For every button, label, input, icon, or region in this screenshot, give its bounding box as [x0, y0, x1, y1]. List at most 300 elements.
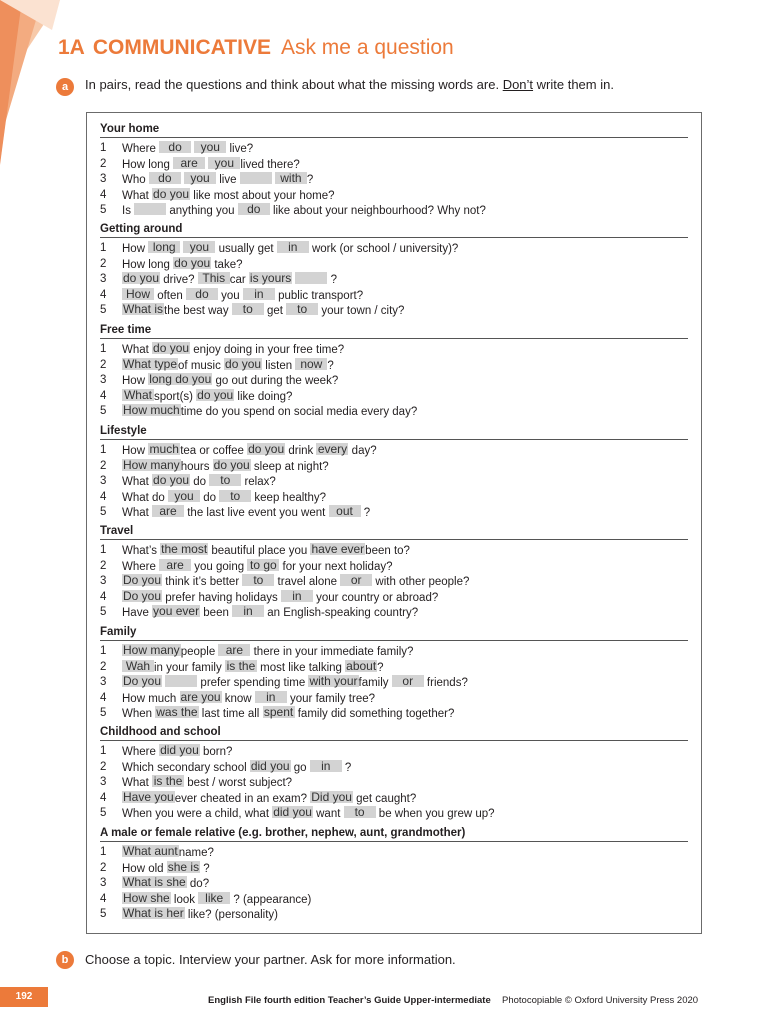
question-number: 2 — [100, 157, 107, 170]
question-number: 2 — [100, 559, 107, 572]
question-row — [100, 257, 688, 273]
section-heading: Family — [100, 625, 688, 641]
question-fragment: think it’s better — [162, 576, 243, 589]
section-heading: Travel — [100, 524, 688, 540]
answer-gap[interactable]: Wah — [122, 660, 154, 672]
question-fragment: do — [190, 476, 210, 489]
question-fragment: What — [122, 777, 153, 790]
question-row — [100, 845, 688, 861]
lesson-subtitle: Ask me a question — [280, 36, 454, 59]
question-fragment: usually get — [215, 243, 277, 255]
question-fragment: time do you spend on social media every day? — [180, 406, 418, 419]
question-row — [100, 605, 688, 621]
question-number: 1 — [100, 745, 107, 757]
question-fragment: Where — [122, 143, 160, 155]
question-fragment: prefer having holidays — [162, 591, 281, 604]
question-number: 3 — [100, 776, 107, 789]
question-number: 2 — [100, 257, 107, 270]
question-fragment: beautiful place you — [208, 545, 311, 557]
question-text — [122, 605, 418, 622]
answer-gap[interactable]: What — [123, 387, 152, 402]
answer-gap[interactable]: is the — [153, 774, 183, 789]
question-text — [122, 505, 370, 522]
question-fragment: like doing? — [234, 390, 293, 403]
sunburst-decoration — [0, 0, 60, 170]
question-fragment: When — [122, 708, 156, 721]
answer-gap[interactable]: do — [238, 203, 270, 215]
question-text — [122, 303, 404, 320]
answer-gap[interactable]: did you — [160, 743, 199, 757]
page-footer — [0, 987, 768, 1007]
answer-gap[interactable]: with — [275, 172, 307, 184]
question-row — [100, 892, 688, 908]
question-number: 2 — [100, 459, 107, 472]
question-row — [100, 459, 688, 475]
question-fragment: Which secondary school — [122, 761, 250, 774]
question-number: 5 — [100, 807, 107, 820]
question-text — [122, 241, 458, 258]
question-number: 1 — [100, 544, 107, 556]
question-number: 4 — [100, 791, 107, 804]
answer-gap[interactable]: do you — [213, 457, 250, 472]
question-fragment: do? — [186, 878, 210, 891]
question-fragment: What’s — [122, 545, 161, 557]
question-number: 2 — [100, 861, 107, 874]
question-number: 4 — [100, 288, 107, 301]
answer-gap[interactable]: you ever — [153, 604, 200, 619]
question-fragment: born? — [199, 746, 233, 758]
question-number: 3 — [100, 676, 107, 689]
question-fragment: Who — [122, 174, 149, 187]
answer-gap[interactable]: do you — [197, 387, 234, 402]
question-row — [100, 574, 688, 590]
question-fragment: name? — [178, 847, 214, 859]
question-number: 5 — [100, 204, 107, 217]
question-text — [122, 203, 486, 220]
answer-gap[interactable]: in — [255, 691, 287, 703]
question-number: 3 — [100, 877, 107, 890]
question-row — [100, 157, 688, 173]
answer-gap[interactable] — [295, 272, 327, 284]
question-row — [100, 288, 688, 304]
question-fragment: How — [122, 375, 149, 388]
answer-gap[interactable]: the most — [161, 542, 208, 556]
question-fragment: tea or coffee — [180, 445, 248, 457]
question-text — [122, 490, 326, 507]
question-fragment: family — [358, 677, 392, 690]
question-row — [100, 203, 688, 219]
answer-gap[interactable]: in — [277, 241, 309, 253]
question-fragment: there in your immediate family? — [250, 646, 414, 658]
question-fragment: Have — [122, 607, 153, 620]
answer-gap[interactable]: do you — [225, 356, 262, 371]
question-text — [122, 172, 313, 189]
question-fragment: like most about your home? — [190, 189, 335, 202]
question-fragment: listen — [262, 359, 296, 372]
copyright-notice: Photocopiable © Oxford University Press 2020 — [502, 995, 699, 1006]
question-fragment: been — [200, 607, 233, 620]
page-number: 192 — [0, 987, 48, 1007]
question-number: 3 — [100, 273, 107, 286]
question-fragment: be when you grew up? — [375, 808, 495, 821]
answer-gap[interactable]: every — [317, 442, 348, 456]
question-row — [100, 660, 688, 676]
question-text — [122, 474, 276, 491]
answer-gap[interactable]: you — [168, 490, 200, 502]
question-fragment: When you were a child, what — [122, 808, 273, 821]
question-row — [100, 241, 688, 257]
dont-underlined: Don’t — [502, 77, 534, 92]
answer-gap[interactable]: What aunt — [123, 844, 178, 858]
answer-gap[interactable]: are — [152, 505, 184, 517]
question-fragment: look — [170, 893, 199, 906]
question-number: 4 — [100, 892, 107, 905]
question-fragment: last time all — [198, 708, 263, 721]
question-row — [100, 172, 688, 188]
question-fragment: ? — [327, 274, 338, 287]
question-number: 2 — [100, 760, 107, 773]
answer-gap[interactable]: was the — [156, 705, 198, 720]
question-fragment: ? — [306, 174, 314, 187]
question-number: 4 — [100, 389, 107, 402]
question-fragment: day? — [348, 445, 377, 457]
question-text — [122, 907, 278, 924]
answer-gap[interactable]: about — [346, 658, 377, 673]
question-number: 1 — [100, 343, 107, 355]
question-fragment: keep healthy? — [251, 491, 327, 504]
question-fragment: in your family — [154, 661, 225, 674]
question-fragment: How old — [122, 862, 167, 875]
question-fragment: sleep at night? — [250, 460, 329, 473]
question-fragment: your family tree? — [286, 692, 376, 705]
answer-gap[interactable]: to — [232, 303, 264, 315]
question-fragment: hours — [180, 460, 213, 473]
answer-gap[interactable]: do you — [153, 473, 190, 488]
question-text — [122, 706, 454, 723]
question-row — [100, 474, 688, 490]
question-fragment: drive? — [160, 274, 198, 287]
answer-gap[interactable]: do you — [153, 341, 190, 355]
question-number: 1 — [100, 142, 107, 154]
question-fragment: often — [154, 289, 186, 302]
answer-gap[interactable]: do you — [248, 442, 285, 456]
answer-gap[interactable]: like — [198, 892, 230, 904]
question-number: 5 — [100, 908, 107, 921]
answer-gap[interactable]: now — [295, 358, 327, 370]
question-fragment: live? — [226, 143, 254, 155]
answer-gap[interactable]: are — [173, 157, 205, 169]
question-fragment: How much — [122, 692, 180, 705]
question-number: 4 — [100, 188, 107, 201]
question-fragment: for your next holiday? — [279, 560, 393, 573]
question-fragment: ? — [341, 761, 352, 774]
question-fragment: you — [217, 289, 243, 302]
question-fragment: ? — [377, 661, 384, 674]
answer-gap[interactable]: How — [122, 288, 154, 300]
answer-gap[interactable]: in — [310, 760, 342, 772]
question-row — [100, 806, 688, 822]
step-b-bullet: b — [56, 951, 74, 969]
question-fragment: live — [216, 174, 240, 187]
answer-gap[interactable]: do — [159, 141, 191, 153]
question-number: 1 — [100, 444, 107, 456]
section — [100, 725, 688, 822]
answer-gap[interactable]: What is — [123, 302, 164, 317]
question-fragment: sport(s) — [154, 390, 197, 403]
section — [100, 826, 688, 923]
answer-gap[interactable]: did you — [250, 758, 290, 773]
question-fragment: like? (personality) — [184, 909, 279, 922]
question-fragment: How — [122, 445, 149, 457]
question-fragment: car — [229, 274, 249, 287]
question-row — [100, 490, 688, 506]
question-fragment: the last live event you went — [184, 507, 329, 520]
question-row — [100, 706, 688, 722]
question-fragment: of music — [178, 359, 225, 372]
question-row — [100, 744, 688, 760]
answer-gap[interactable]: in — [281, 590, 313, 602]
question-fragment: What — [122, 189, 153, 202]
question-text — [122, 272, 337, 289]
answer-gap[interactable]: in — [232, 605, 264, 617]
question-row — [100, 876, 688, 892]
answer-gap[interactable]: to — [209, 474, 241, 486]
question-row — [100, 389, 688, 405]
answer-gap[interactable]: are you — [180, 689, 221, 704]
question-row — [100, 675, 688, 691]
question-row — [100, 644, 688, 660]
question-text — [122, 188, 335, 205]
section-heading: Lifestyle — [100, 424, 688, 440]
answer-gap[interactable]: are — [218, 644, 250, 656]
question-fragment: most like talking — [256, 661, 346, 674]
answer-gap[interactable]: do you — [123, 271, 160, 286]
answer-gap[interactable] — [134, 203, 166, 215]
question-row — [100, 303, 688, 319]
instruction-b: Choose a topic. Interview your partner. Ask for more information. — [85, 952, 456, 967]
answer-gap[interactable]: in — [243, 288, 275, 300]
answer-gap[interactable]: do you — [153, 186, 190, 201]
page-title — [58, 36, 454, 60]
answer-gap[interactable]: you — [208, 157, 240, 169]
answer-gap[interactable]: to — [286, 303, 318, 315]
answer-gap[interactable] — [240, 172, 272, 184]
question-number: 3 — [100, 173, 107, 186]
question-fragment: Is — [122, 205, 135, 218]
question-fragment: friends? — [423, 677, 468, 690]
answer-gap[interactable]: What is she — [123, 875, 186, 890]
book-title: English File fourth edition Teacher’s Guide Upper-intermediate — [208, 995, 491, 1006]
answer-gap[interactable]: is the — [226, 658, 256, 673]
question-fragment: with other people? — [372, 576, 470, 589]
question-row — [100, 505, 688, 521]
question-row — [100, 141, 688, 157]
answer-gap[interactable]: to — [242, 574, 274, 586]
question-fragment: prefer spending time — [197, 677, 309, 690]
answer-gap[interactable]: are — [159, 559, 191, 571]
question-row — [100, 404, 688, 420]
question-fragment: What do — [122, 491, 169, 504]
question-fragment: travel alone — [274, 576, 341, 589]
question-row — [100, 543, 688, 559]
question-text — [122, 157, 300, 174]
question-fragment: How long — [122, 258, 174, 271]
answer-gap[interactable]: long do you — [149, 372, 212, 387]
question-text — [122, 791, 416, 808]
instruction-a: In pairs, read the questions and think about what the missing words are. Don’t write them in. — [85, 77, 614, 92]
answer-gap[interactable]: you — [184, 172, 216, 184]
question-text — [122, 744, 232, 761]
answer-gap[interactable]: to — [219, 490, 251, 502]
answer-gap[interactable]: How she — [123, 890, 170, 905]
question-row — [100, 373, 688, 389]
question-row — [100, 358, 688, 374]
section — [100, 122, 688, 219]
answer-gap[interactable]: to — [344, 806, 376, 818]
answer-gap[interactable]: out — [329, 505, 361, 517]
question-fragment: like about your neighbourhood? Why not? — [269, 205, 486, 218]
question-number: 4 — [100, 490, 107, 503]
questions-box — [86, 112, 702, 934]
answer-gap[interactable]: How much — [123, 403, 180, 418]
answer-gap[interactable]: she is — [167, 859, 200, 874]
question-number: 3 — [100, 374, 107, 387]
question-fragment: best / worst subject? — [184, 777, 293, 790]
answer-gap[interactable]: Do you — [123, 573, 162, 588]
section-heading: Childhood and school — [100, 725, 688, 741]
question-fragment: ever cheated in an exam? — [174, 792, 311, 805]
answer-gap[interactable]: do you — [174, 255, 211, 270]
section-heading: Your home — [100, 122, 688, 138]
question-row — [100, 791, 688, 807]
answer-gap[interactable]: Do you — [123, 588, 162, 603]
answer-gap[interactable]: did you — [273, 805, 312, 820]
section — [100, 424, 688, 521]
question-fragment: get — [263, 305, 287, 318]
question-number: 2 — [100, 358, 107, 371]
answer-gap[interactable]: you — [194, 141, 226, 153]
answer-gap[interactable]: or — [392, 675, 424, 687]
answer-gap[interactable]: Did you — [311, 789, 352, 804]
question-number: 4 — [100, 590, 107, 603]
question-row — [100, 907, 688, 923]
section-heading: Free time — [100, 323, 688, 339]
answer-gap[interactable]: to go — [247, 559, 279, 571]
question-fragment: work (or school / university)? — [308, 243, 459, 255]
question-number: 5 — [100, 707, 107, 720]
question-row — [100, 775, 688, 791]
question-row — [100, 861, 688, 877]
answer-gap[interactable]: do — [186, 288, 218, 300]
answer-gap[interactable]: Have you — [123, 789, 174, 804]
answer-gap[interactable]: with your — [309, 674, 358, 689]
question-fragment: enjoy doing in your free time? — [190, 344, 345, 356]
question-fragment: What — [122, 476, 153, 489]
section — [100, 222, 688, 319]
question-number: 5 — [100, 405, 107, 418]
question-fragment: public transport? — [274, 289, 364, 302]
question-fragment: want — [312, 808, 344, 821]
question-number: 5 — [100, 304, 107, 317]
question-fragment: go — [290, 761, 310, 774]
question-fragment: drink — [285, 445, 317, 457]
section — [100, 323, 688, 420]
question-row — [100, 272, 688, 288]
question-text — [122, 675, 468, 692]
question-fragment: ? (appearance) — [230, 893, 312, 906]
lesson-code: 1A — [58, 36, 85, 59]
question-fragment: people — [180, 646, 219, 658]
answer-gap[interactable]: This — [198, 272, 230, 284]
question-fragment: your country or abroad? — [312, 591, 439, 604]
answer-gap[interactable]: What type — [123, 356, 178, 371]
section-heading: A male or female relative (e.g. brother, nephew, aunt, grandmother) — [100, 826, 688, 842]
answer-gap[interactable]: or — [340, 574, 372, 586]
question-fragment: family did something together? — [294, 708, 455, 721]
answer-gap[interactable]: you — [183, 241, 215, 253]
step-a-bullet: a — [56, 78, 74, 96]
question-number: 5 — [100, 606, 107, 619]
section-heading: Getting around — [100, 222, 688, 238]
question-fragment: What — [122, 344, 153, 356]
question-fragment: ? — [360, 507, 371, 520]
question-fragment: Where — [122, 746, 160, 758]
question-number: 1 — [100, 645, 107, 657]
question-fragment: What — [122, 507, 153, 520]
question-number: 3 — [100, 475, 107, 488]
question-fragment: relax? — [241, 476, 276, 489]
question-number: 2 — [100, 660, 107, 673]
question-fragment: Where — [122, 560, 160, 573]
question-row — [100, 188, 688, 204]
answer-gap[interactable] — [165, 675, 197, 687]
question-fragment: been to? — [365, 545, 410, 557]
question-number: 1 — [100, 242, 107, 254]
question-fragment: ? — [327, 359, 334, 372]
question-number: 5 — [100, 506, 107, 519]
answer-gap[interactable]: spent — [263, 705, 294, 720]
answer-gap[interactable]: How many — [123, 457, 180, 472]
question-fragment: How long — [122, 158, 174, 171]
question-number: 3 — [100, 575, 107, 588]
answer-gap[interactable]: long — [148, 241, 180, 253]
answer-gap[interactable]: How many — [123, 643, 180, 657]
question-number: 1 — [100, 846, 107, 858]
question-row — [100, 760, 688, 776]
question-fragment: get caught? — [352, 792, 417, 805]
answer-gap[interactable]: is yours — [249, 271, 292, 286]
section — [100, 625, 688, 722]
question-fragment: go out during the week? — [212, 375, 339, 388]
question-row — [100, 342, 688, 358]
question-row — [100, 691, 688, 707]
question-fragment: lived there? — [240, 158, 300, 171]
answer-gap[interactable]: much — [149, 442, 179, 456]
question-row — [100, 590, 688, 606]
answer-gap[interactable]: Do you — [123, 674, 162, 689]
question-fragment: you going — [191, 560, 248, 573]
question-fragment: ? — [200, 862, 210, 875]
answer-gap[interactable]: do — [149, 172, 181, 184]
question-text — [122, 404, 417, 421]
question-text — [122, 806, 495, 823]
answer-gap[interactable]: What is her — [123, 906, 184, 921]
question-fragment: an English-speaking country? — [264, 607, 419, 620]
section — [100, 524, 688, 621]
answer-gap[interactable]: have ever — [311, 542, 365, 556]
question-fragment: How — [122, 243, 149, 255]
question-fragment: take? — [211, 258, 243, 271]
